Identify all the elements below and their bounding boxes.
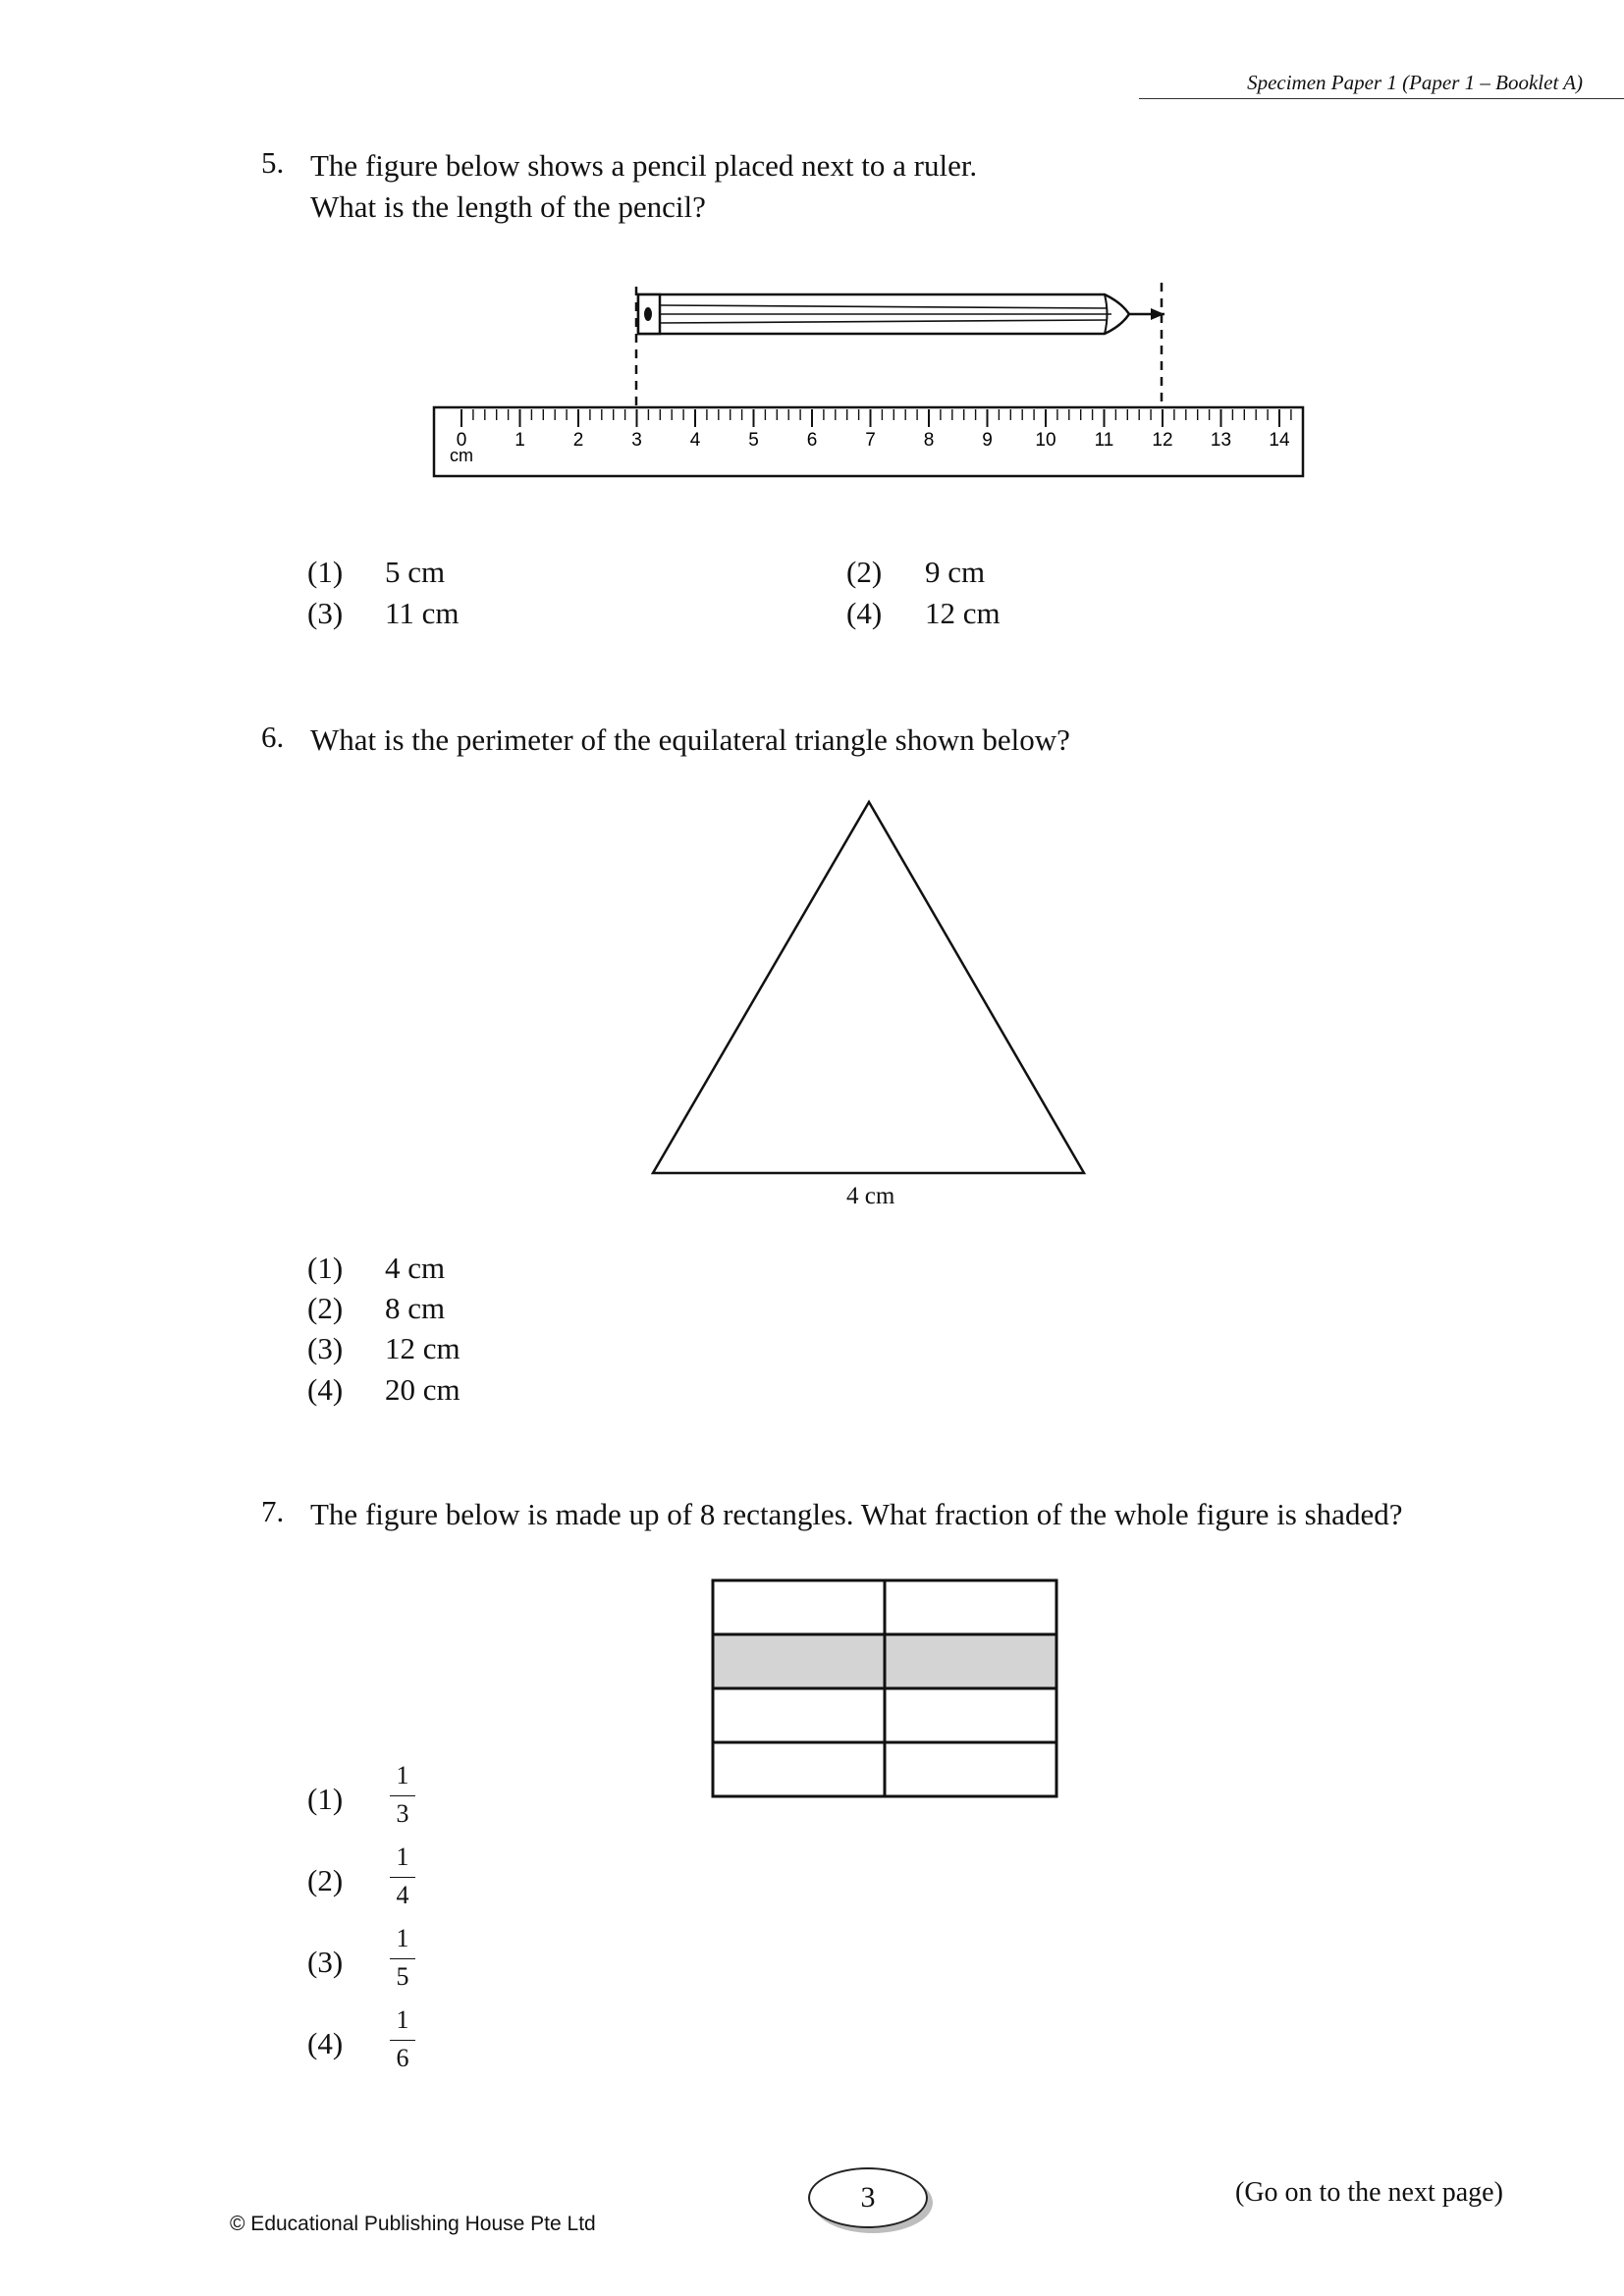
- q6-option-1-text: 4 cm: [385, 1251, 446, 1285]
- ruler-tick-label: 2: [572, 430, 584, 451]
- q7-option-1-label: (1): [307, 1782, 344, 1816]
- q7-option-2-fraction: [386, 1843, 419, 1909]
- q7-option-3-numerator: 1: [396, 1924, 409, 1952]
- ruler-tick-label: 6: [806, 430, 818, 451]
- q5-option-4-label: (4): [846, 596, 883, 630]
- q6-option-4-label: (4): [307, 1372, 344, 1407]
- rectangle: [713, 1580, 885, 1634]
- q7-option-1-numerator: 1: [396, 1761, 409, 1789]
- ruler-tick-label: 0: [456, 430, 467, 451]
- rectangle-grid: [713, 1580, 1056, 1796]
- q6-option-3-label: (3): [307, 1331, 344, 1365]
- rectangle: [713, 1688, 885, 1742]
- ruler-tick-label: 11: [1094, 430, 1114, 451]
- question-5-line-1: The figure below shows a pencil placed next to a ruler.: [310, 148, 978, 183]
- rectangle: [713, 1742, 885, 1796]
- ruler-tick-label: 12: [1152, 430, 1173, 451]
- ruler-tick-label: 8: [923, 430, 935, 451]
- page-number: 3: [808, 2167, 928, 2228]
- go-on-notice: (Go on to the next page): [1235, 2177, 1503, 2208]
- q7-option-2-numerator: 1: [396, 1842, 409, 1871]
- triangle-side-label: 4 cm: [846, 1183, 895, 1209]
- copyright-notice: © Educational Publishing House Pte Ltd: [230, 2213, 596, 2235]
- q7-option-4-numerator: 1: [396, 2005, 409, 2034]
- question-7-number: 7.: [261, 1494, 285, 1528]
- q7-option-2-denominator: 4: [396, 1881, 409, 1909]
- q5-option-4-text: 12 cm: [925, 596, 1001, 630]
- ruler-unit-label: cm: [450, 446, 473, 465]
- q7-option-1-fraction: [386, 1762, 419, 1828]
- q6-option-4-text: 20 cm: [385, 1372, 460, 1407]
- ruler-tick-label: 10: [1035, 430, 1056, 451]
- q7-option-4-denominator: 6: [396, 2044, 409, 2072]
- q6-option-1-label: (1): [307, 1251, 344, 1285]
- question-5-line-2: What is the length of the pencil?: [310, 189, 706, 224]
- shaded-rectangle: [713, 1634, 885, 1688]
- question-6-number: 6.: [261, 720, 285, 754]
- q7-option-3-label: (3): [307, 1945, 344, 1979]
- q6-option-2-label: (2): [307, 1291, 344, 1325]
- shaded-rectangle: [885, 1634, 1056, 1688]
- question-5-number: 5.: [261, 145, 285, 180]
- question-7-text: The figure below is made up of 8 rectangles. What fraction of the whole figure is shaded?: [310, 1497, 1403, 1531]
- question-6-text: What is the perimeter of the equilateral triangle shown below?: [310, 722, 1070, 757]
- q6-option-3-text: 12 cm: [385, 1331, 460, 1365]
- ruler-tick-label: 4: [689, 430, 701, 451]
- rectangle: [885, 1580, 1056, 1634]
- q5-option-1-text: 5 cm: [385, 555, 446, 589]
- q7-option-3-denominator: 5: [396, 1962, 409, 1991]
- q7-option-4-label: (4): [307, 2026, 344, 2060]
- ruler-tick-label: 13: [1210, 430, 1232, 451]
- q7-option-3-fraction: [386, 1925, 419, 1991]
- ruler-tick-label: 1: [514, 430, 525, 451]
- ruler-tick-label: 3: [631, 430, 642, 451]
- q5-option-2-label: (2): [846, 555, 883, 589]
- q5-option-1-label: (1): [307, 555, 344, 589]
- rectangle: [885, 1742, 1056, 1796]
- q5-option-3-text: 11 cm: [385, 596, 460, 630]
- q5-option-2-text: 9 cm: [925, 555, 986, 589]
- ruler-tick-label: 14: [1269, 430, 1290, 451]
- q7-option-1-denominator: 3: [396, 1799, 409, 1828]
- q5-option-3-label: (3): [307, 596, 344, 630]
- ruler-tick-label: 9: [982, 430, 993, 451]
- q6-option-2-text: 8 cm: [385, 1291, 446, 1325]
- ruler-tick-label: 5: [748, 430, 759, 451]
- q7-option-4-fraction: [386, 2006, 419, 2072]
- ruler-tick-label: 7: [865, 430, 876, 451]
- q7-option-2-label: (2): [307, 1863, 344, 1897]
- running-header: Specimen Paper 1 (Paper 1 – Booklet A): [1247, 71, 1583, 94]
- rectangle: [885, 1688, 1056, 1742]
